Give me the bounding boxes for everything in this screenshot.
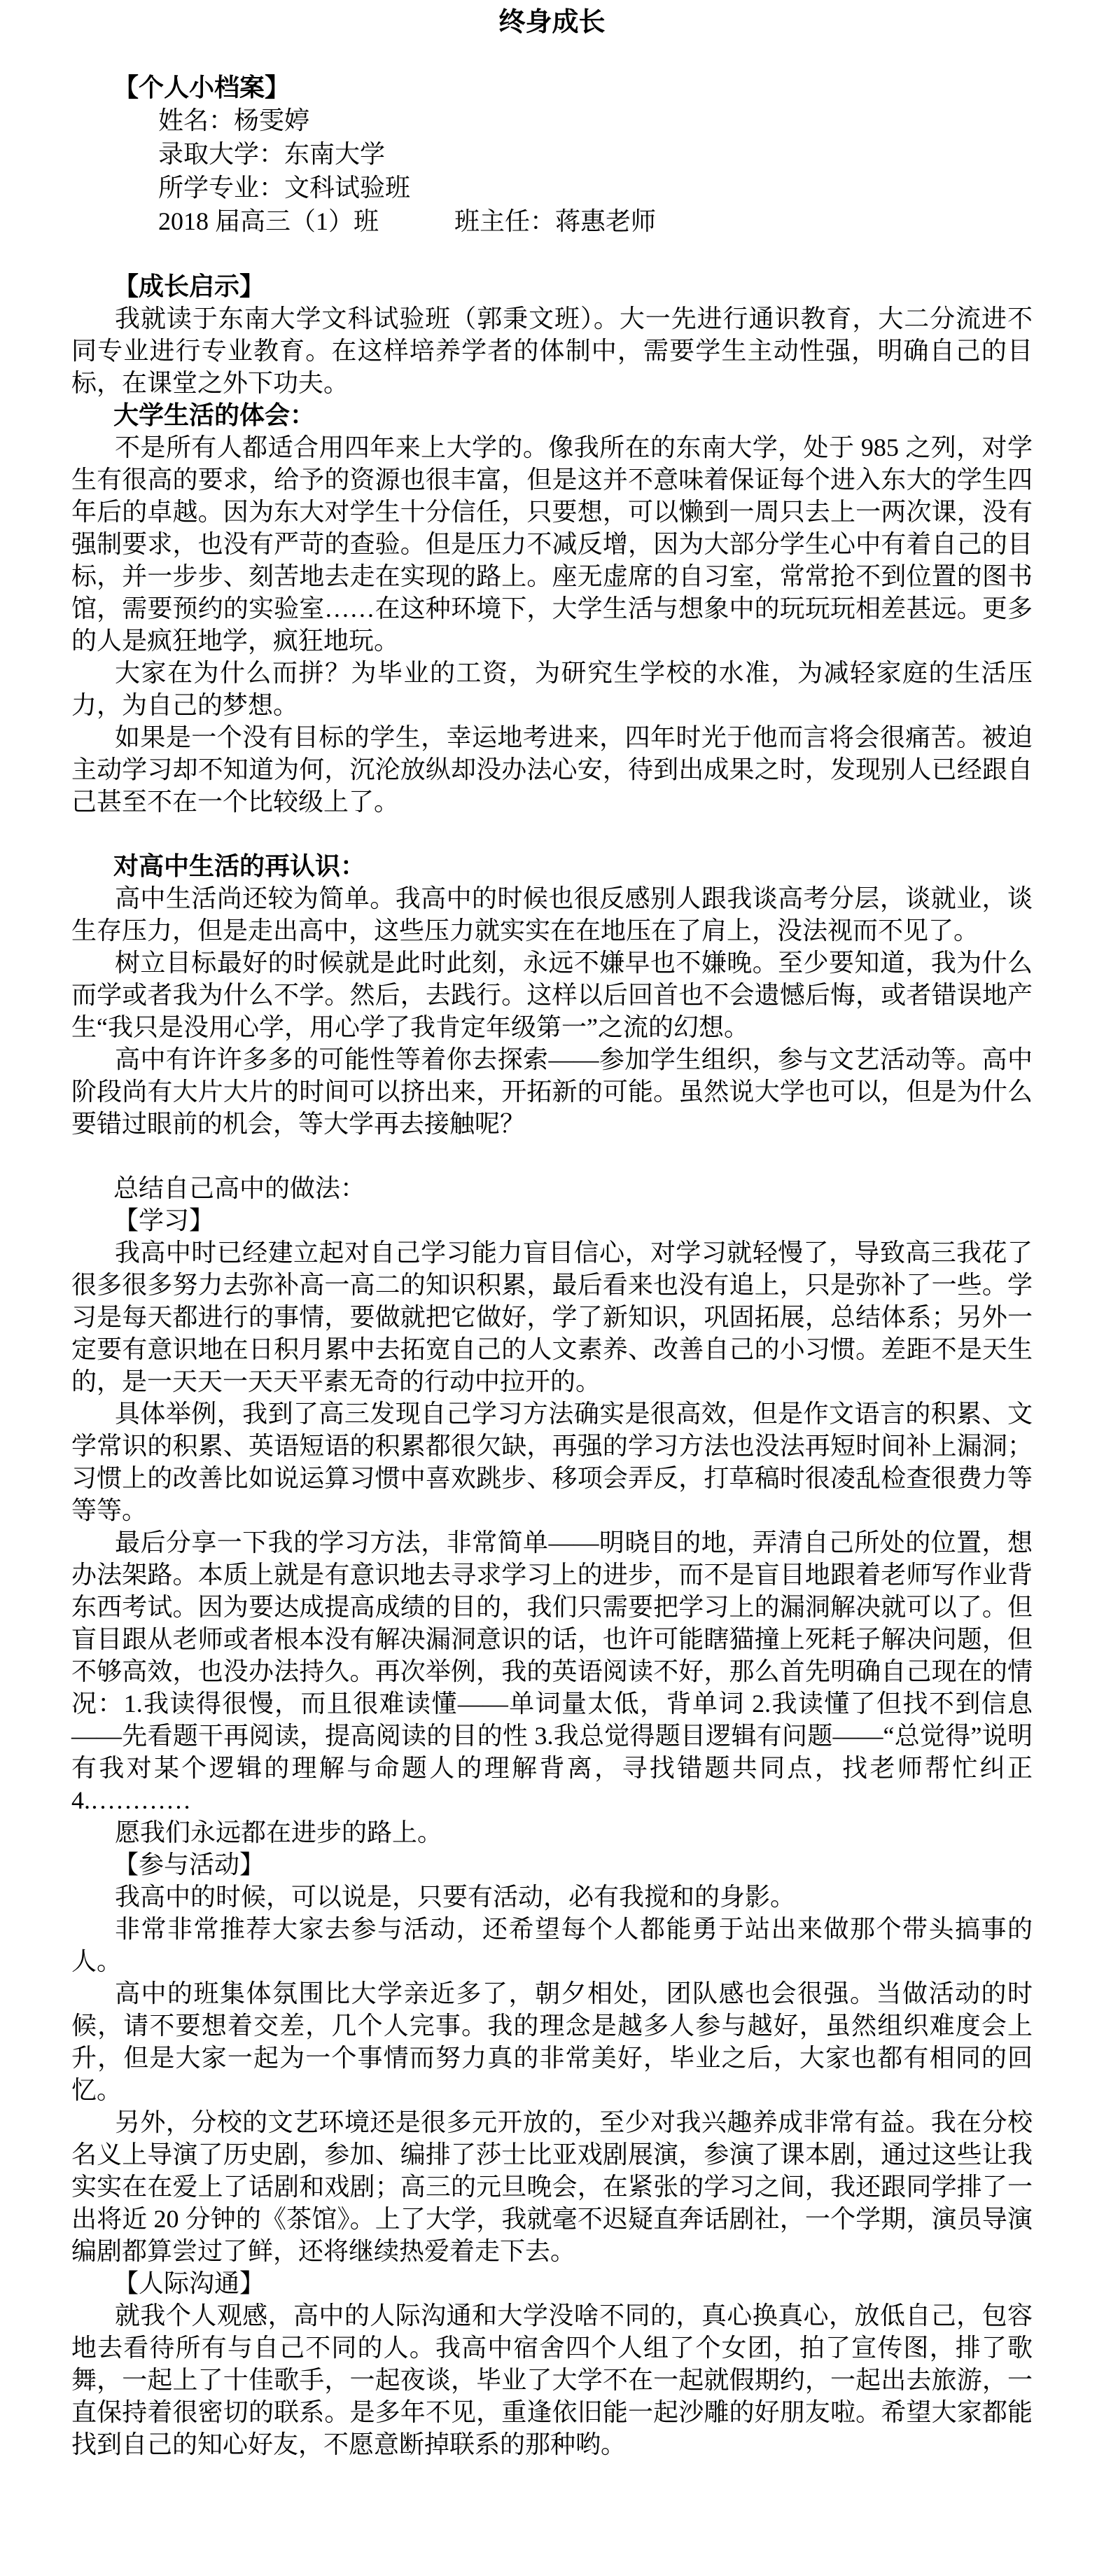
section-heading: 【成长启示】 — [113, 272, 265, 300]
paragraph: 高中生活尚还较为简单。我高中的时候也很反感别人跟我谈高考分层，谈就业，谈生存压力，但是走出高中，这些压力就实实在在地压在了肩上，没法视而不见了。 — [71, 884, 1033, 945]
paragraph: 最后分享一下我的学习方法，非常简单——明晓目的地，弄清自己所处的位置，想办法架路。本质上就是有意识地去寻求学习上的进步，而不是盲目地跟着老师写作业背东西考试。因为要达成提高成绩的目的，我们只需要把学习上的漏洞解决就可以了。但盲目跟从老师或者根本没有解决漏洞意识的话，也许可能瞎猫撞上死耗子解决问题，但不够高效，也没办法持久。再次举例，我的英语阅读不好，那么首先明确自己现在的情况：1.我读得很慢，而且很难读懂——单词量太低，背单词 2.我读懂了但找不到信息——先看题干再阅读，提高阅读的目的性 3.我总觉得题目逻辑有问题——“总觉得”说明有我对某个逻辑的理解与命题人的理解背离，寻找错题共同点，找老师帮忙纠正 4.………… — [71, 1529, 1033, 1814]
paragraph: 具体举例，我到了高三发现自己学习方法确实是很高效，但是作文语言的积累、文学常识的积累、英语短语的积累都很欠缺，再强的学习方法也没法再短时间补上漏洞；习惯上的改善比如说运算习惯中喜欢跳步、移项会弄反，打草稿时很凌乱检查很费力等等等。 — [71, 1400, 1033, 1524]
document-body — [71, 39, 1033, 2460]
section-heading: 大学生活的体会： — [113, 401, 316, 429]
blank-line — [71, 818, 1033, 850]
document-title: 终身成长 — [498, 8, 606, 37]
section-heading: 对高中生活的再认识： — [113, 852, 366, 880]
paragraph: 如果是一个没有目标的学生，幸运地考进来，四年时光于他而言将会很痛苦。被迫主动学习却不知道为何，沉沦放纵却没办法心安，待到出成果之时，发现别人已经跟自己甚至不在一个比较级上了。 — [71, 723, 1033, 816]
paragraph: 另外，分校的文艺环境还是很多元开放的，至少对我兴趣养成非常有益。我在分校名义上导演了历史剧，参加、编排了莎士比亚戏剧展演，参演了课本剧，通过这些让我实实在在爱上了话剧和戏剧；高三的元旦晚会，在紧张的学习之间，我还跟同学排了一出将近 20 分钟的《茶馆》。上了大学，我就毫不迟疑直奔话剧社，一个学期，演员导演编剧都算尝过了鲜，还将继续热爱着走下去。 — [71, 2108, 1033, 2265]
paragraph: 树立目标最好的时候就是此时此刻，永远不嫌早也不嫌晚。至少要知道，我为什么而学或者我为什么不学。然后，去践行。这样以后回首也不会遗憾后悔，或者错误地产生“我只是没用心学，用心学了我肯定年级第一”之流的幻想。 — [71, 949, 1033, 1041]
paragraph: 我高中时已经建立起对自己学习能力盲目信心，对学习就轻慢了，导致高三我花了很多很多努力去弥补高一高二的知识积累，最后看来也没有追上，只是弥补了一些。学习是每天都进行的事情，要做就把它做好，学了新知识，巩固拓展，总结体系；另外一定要有意识地在日积月累中去拓宽自己的人文素养、改善自己的小习惯。差距不是天生的，是一天天一天天平素无奇的行动中拉开的。 — [71, 1239, 1033, 1395]
section-heading: 总结自己高中的做法： — [113, 1174, 366, 1202]
paragraph: 大家在为什么而拼？为毕业的工资，为研究生学校的水准，为减轻家庭的生活压力，为自己的梦想。 — [71, 659, 1033, 719]
paragraph: 我就读于东南大学文科试验班（郭秉文班）。大一先进行通识教育，大二分流进不同专业进行专业教育。在这样培养学者的体制中，需要学生主动性强，明确自己的目标，在课堂之外下功夫。 — [71, 305, 1033, 397]
paragraph: 就我个人观感，高中的人际沟通和大学没啥不同的，真心换真心，放低自己，包容地去看待所有与自己不同的人。我高中宿舍四个人组了个女团，拍了宣传图，排了歌舞，一起上了十佳歌手，一起夜谈，毕业了大学不在一起就假期约，一起出去旅游，一直保持着很密切的联系。是多年不见，重逢依旧能一起沙雕的好朋友啦。希望大家都能找到自己的知心好友，不愿意断掉联系的那种哟。 — [71, 2302, 1033, 2458]
blank-line — [71, 238, 1033, 270]
section-heading: 【人际沟通】 — [113, 2269, 265, 2297]
profile-line: 姓名：杨雯婷 — [158, 106, 310, 134]
profile-line: 录取大学：东南大学 — [158, 140, 386, 168]
section-heading: 【参与活动】 — [113, 1851, 265, 1879]
profile-line: 所学专业：文科试验班 — [158, 174, 411, 202]
paragraph: 不是所有人都适合用四年来上大学的。像我所在的东南大学，处于 985 之列，对学生有很高的要求，给予的资源也很丰富，但是这并不意味着保证每个进入东大的学生四年后的卓越。因为东大对学生十分信任，只要想，可以懒到一周只去上一两次课，没有强制要求，也没有严苛的查验。但是压力不减反增，因为大部分学生心中有着自己的目标，并一步步、刻苦地去走在实现的路上。座无虚席的自习室，常常抢不到位置的图书馆，需要预约的实验室……在这种环境下，大学生活与想象中的玩玩玩相差甚远。更多的人是疯狂地学，疯狂地玩。 — [71, 433, 1033, 655]
profile-line: 2018 届高三（1）班 班主任：蒋惠老师 — [158, 207, 657, 235]
blank-line — [71, 1140, 1033, 1172]
paragraph: 高中的班集体氛围比大学亲近多了，朝夕相处，团队感也会很强。当做活动的时候，请不要想着交差，几个人完事。我的理念是越多人参与越好，虽然组织难度会上升，但是大家一起为一个事情而努力真的非常美好，毕业之后，大家也都有相同的回忆。 — [71, 1979, 1033, 2104]
blank-line — [71, 39, 1033, 71]
section-heading: 【学习】 — [113, 1206, 215, 1234]
paragraph: 高中有许许多多的可能性等着你去探索——参加学生组织，参与文艺活动等。高中阶段尚有大片大片的时间可以挤出来，开拓新的可能。虽然说大学也可以，但是为什么要错过眼前的机会，等大学再去接触呢？ — [71, 1045, 1033, 1138]
paragraph: 非常非常推荐大家去参与活动，还希望每个人都能勇于站出来做那个带头搞事的人。 — [71, 1915, 1033, 1975]
paragraph: 我高中的时候，可以说是，只要有活动，必有我搅和的身影。 — [115, 1883, 796, 1911]
paragraph: 愿我们永远都在进步的路上。 — [115, 1818, 443, 1846]
section-heading: 【个人小档案】 — [113, 74, 291, 102]
